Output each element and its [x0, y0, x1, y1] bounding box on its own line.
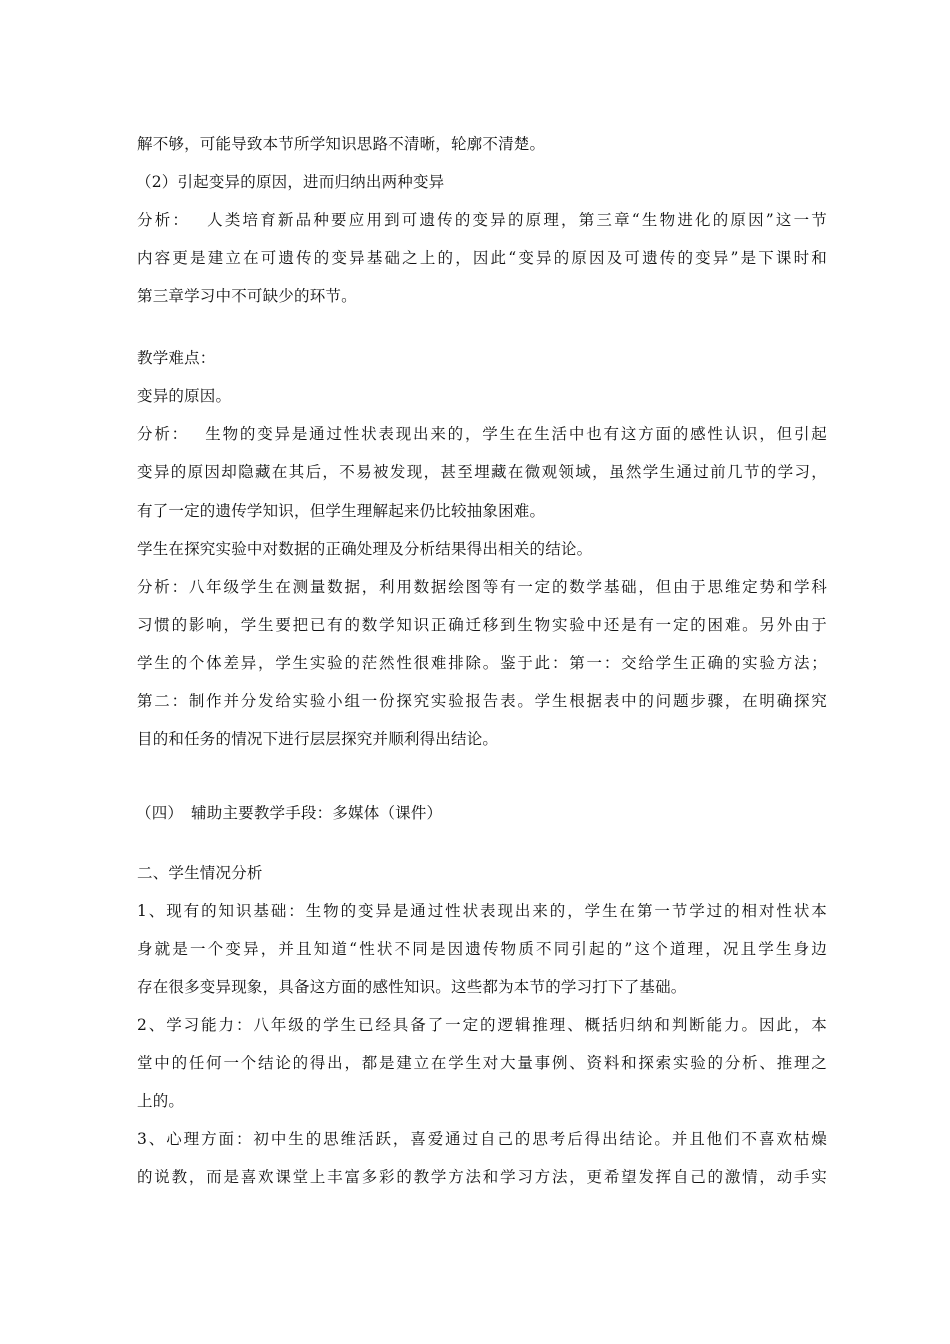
text-line: 目的和任务的情况下进行层层探究并顺利得出结论。	[137, 730, 499, 748]
text-line: 分析： 生物的变异是通过性状表现出来的，学生在生活中也有这方面的感性认识，但引起	[137, 425, 827, 443]
text-line: 分析： 人类培育新品种要应用到可遗传的变异的原理，第三章“生物进化的原因”这一节	[137, 211, 827, 229]
text-line: 堂中的任何一个结论的得出，都是建立在学生对大量事例、资料和探索实验的分析、推理之	[137, 1054, 827, 1072]
text-line: 上的。	[137, 1092, 185, 1110]
text-line: 有了一定的遗传学知识，但学生理解起来仍比较抽象困难。	[137, 502, 546, 520]
text-line: 学生的个体差异，学生实验的茫然性很难排除。鉴于此：第一：交给学生正确的实验方法；	[137, 654, 827, 672]
text-line: 内容更是建立在可遗传的变异基础之上的，因此“变异的原因及可遗传的变异”是下课时和	[137, 249, 827, 267]
section-heading: 教学难点：	[137, 349, 216, 367]
text-line: 身就是一个变异，并且知道“性状不同是因遗传物质不同引起的”这个道理，况且学生身边	[137, 940, 827, 958]
text-line: 1、现有的知识基础：生物的变异是通过性状表现出来的，学生在第一节学过的相对性状本	[137, 902, 827, 920]
text-line: 解不够，可能导致本节所学知识思路不清晰，轮廓不清楚。	[137, 135, 546, 153]
text-line: （2）引起变异的原因，进而归纳出两种变异	[136, 173, 445, 191]
text-line: 分析：八年级学生在测量数据，利用数据绘图等有一定的数学基础，但由于思维定势和学科	[137, 578, 827, 596]
text-line: 学生在探究实验中对数据的正确处理及分析结果得出相关的结论。	[137, 540, 593, 558]
text-line: 变异的原因却隐藏在其后，不易被发现，甚至埋藏在微观领域，虽然学生通过前几节的学习，	[137, 463, 827, 481]
text-line: 第二：制作并分发给实验小组一份探究实验报告表。学生根据表中的问题步骤，在明确探究	[137, 692, 827, 710]
text-line: 3、心理方面：初中生的思维活跃，喜爱通过自己的思考后得出结论。并且他们不喜欢枯燥	[137, 1130, 827, 1148]
text-line: 变异的原因。	[137, 387, 232, 405]
text-line: 习惯的影响，学生要把已有的数学知识正确迁移到生物实验中还是有一定的困难。另外由于	[137, 616, 827, 634]
section-heading: 二、学生情况分析	[137, 864, 263, 882]
section-heading: （四） 辅助主要教学手段：多媒体（课件）	[136, 804, 443, 822]
text-line: 2、学习能力：八年级的学生已经具备了一定的逻辑推理、概括归纳和判断能力。因此，本	[137, 1016, 827, 1034]
text-line: 第三章学习中不可缺少的环节。	[137, 287, 357, 305]
text-line: 的说教，而是喜欢课堂上丰富多彩的教学方法和学习方法，更希望发挥自己的激情，动手实	[137, 1168, 827, 1186]
text-line: 存在很多变异现象，具备这方面的感性知识。这些都为本节的学习打下了基础。	[137, 978, 687, 996]
